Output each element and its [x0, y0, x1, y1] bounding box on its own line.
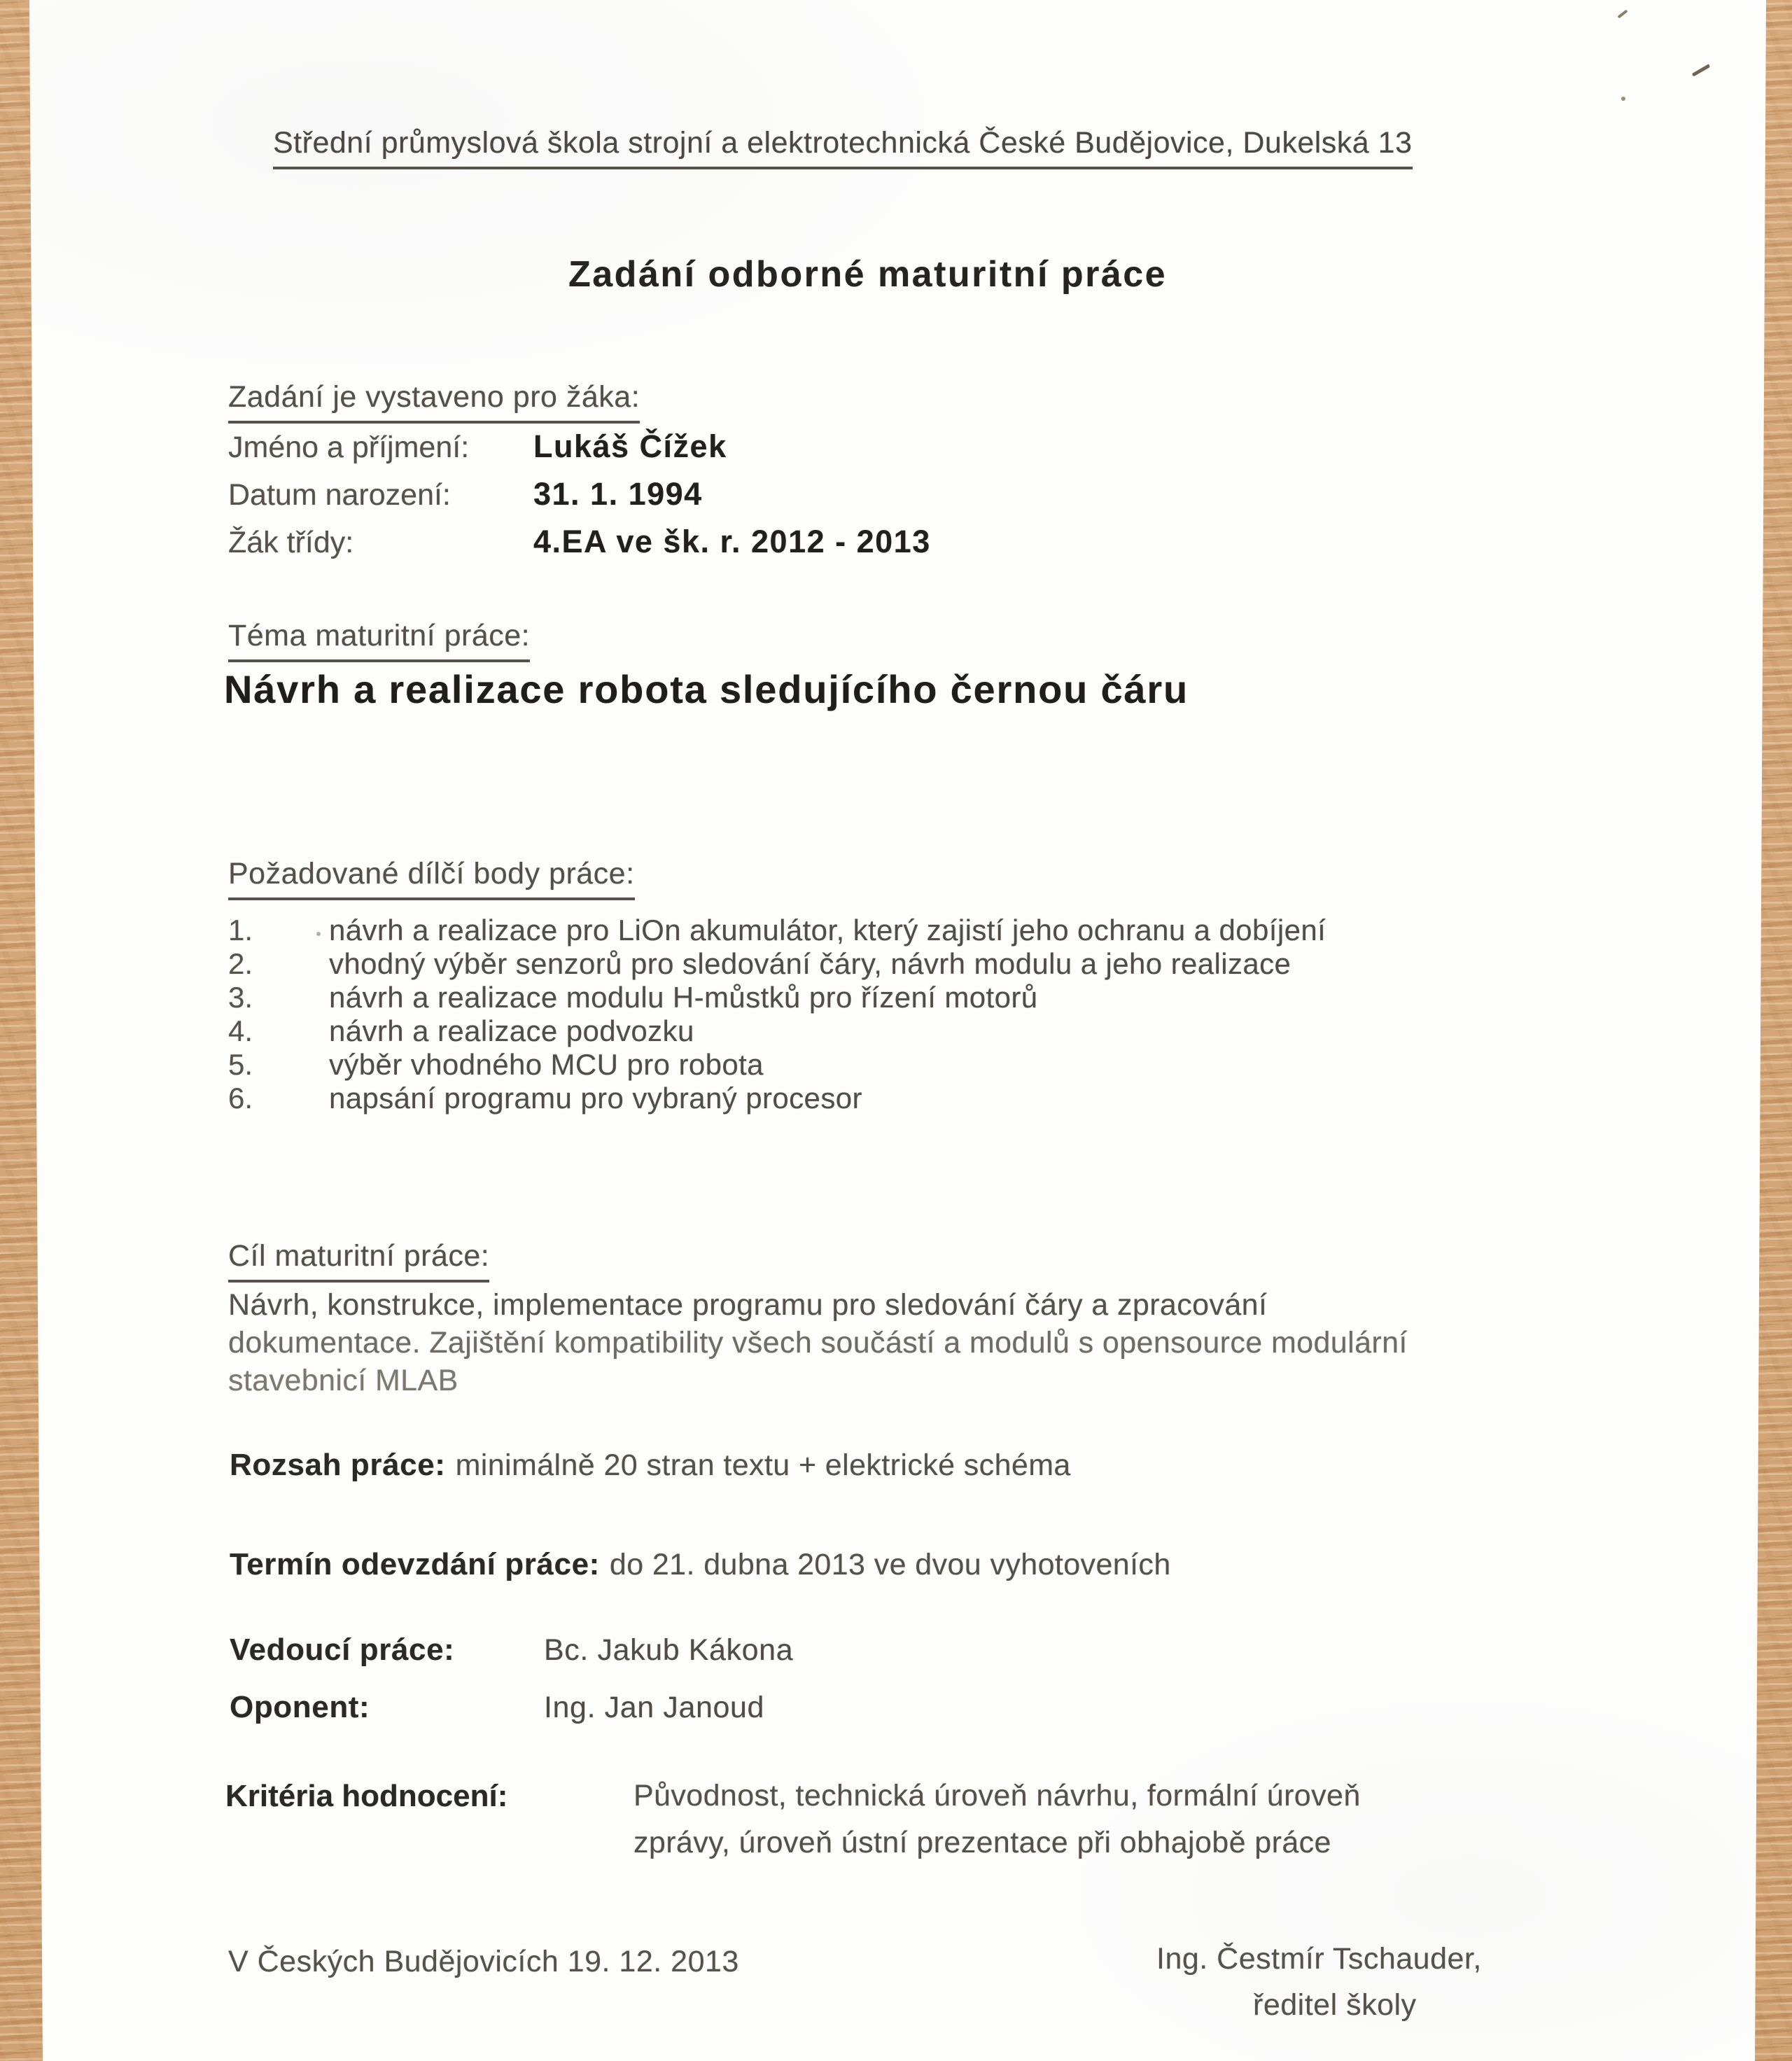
requirement-item: [228, 1082, 862, 1115]
item-number: 4.: [228, 1014, 253, 1047]
field-value: 31. 1. 1994: [533, 476, 703, 512]
goal-section-heading: Cíl maturitní práce:: [228, 1239, 489, 1283]
field-value: 4.EA ve šk. r. 2012 - 2013: [533, 524, 931, 559]
criteria-line: zprávy, úroveň ústní prezentace při obhajobě práce: [634, 1826, 1331, 1859]
document-title: Zadání odborné maturitní práce: [568, 254, 1168, 295]
goal-text-line: Návrh, konstrukce, implementace programu pro sledování čáry a zpracování: [228, 1288, 1268, 1322]
student-section-heading: Zadání je vystaveno pro žáka:: [228, 380, 640, 424]
criteria-text: [634, 1773, 1361, 1866]
field-value: Lukáš Čížek: [533, 428, 727, 464]
item-text: vhodný výběr senzorů pro sledování čáry, návrh modulu a jeho realizace: [329, 947, 1292, 980]
field-label: Žák třídy:: [228, 526, 354, 559]
opponent-row: [230, 1690, 764, 1725]
requirement-item: [228, 947, 1291, 981]
field-label: Datum narození:: [228, 478, 451, 512]
item-text: návrh a realizace pro LiOn akumulátor, který zajistí jeho ochranu a dobíjení: [329, 914, 1326, 946]
criteria-label: Kritéria hodnocení:: [225, 1779, 508, 1813]
requirements-section-heading: Požadované dílčí body práce:: [228, 857, 635, 900]
item-number: 5.: [228, 1048, 253, 1081]
scope-row: [230, 1448, 1071, 1483]
criteria-line: Původnost, technická úroveň návrhu, formální úroveň: [634, 1779, 1361, 1812]
item-number: 2.: [228, 947, 253, 980]
student-row: [228, 428, 727, 465]
requirement-item: [228, 1014, 694, 1048]
supervisor-label: Vedoucí práce:: [230, 1633, 455, 1667]
field-label: Jméno a příjmení:: [228, 431, 470, 464]
signatory-name: Ing. Čestmír Tschauder,: [1156, 1942, 1482, 1976]
opponent-value: Ing. Jan Janoud: [544, 1691, 765, 1724]
requirement-item: [228, 981, 1038, 1014]
supervisor-value: Bc. Jakub Kákona: [544, 1633, 794, 1667]
item-number: 1.: [228, 914, 253, 946]
item-text: návrh a realizace modulu H-můstků pro řízení motorů: [329, 981, 1038, 1014]
goal-text-line: stavebnicí MLAB: [228, 1364, 458, 1397]
deadline-value: do 21. dubna 2013 ve dvou vyhotoveních: [609, 1548, 1171, 1581]
deadline-row: [230, 1547, 1171, 1582]
student-row: [228, 524, 931, 560]
place-and-date: V Českých Budějovicích 19. 12. 2013: [228, 1945, 739, 1978]
deadline-label: Termín odevzdání práce:: [230, 1547, 600, 1581]
topic-section-heading: Téma maturitní práce:: [228, 619, 530, 662]
requirement-item: [228, 1048, 764, 1082]
goal-text-line: dokumentace. Zajištění kompatibility všech součástí a modulů s opensource modulární: [228, 1326, 1408, 1360]
item-text: výběr vhodného MCU pro robota: [329, 1048, 764, 1081]
requirement-item: [228, 914, 1326, 947]
school-name-header: Střední průmyslová škola strojní a elektrotechnická České Budějovice, Dukelská 13: [273, 126, 1413, 169]
item-number: 3.: [228, 981, 253, 1014]
signatory-role: ředitel školy: [1253, 1988, 1417, 2022]
supervisor-row: [230, 1633, 793, 1668]
thesis-topic-title: Návrh a realizace robota sledujícího černou čáru: [224, 667, 1189, 711]
item-text: napsání programu pro vybraný procesor: [329, 1082, 862, 1115]
criteria-row: [225, 1773, 1361, 1866]
item-number: 6.: [228, 1082, 253, 1115]
scope-label: Rozsah práce:: [230, 1448, 446, 1482]
item-text: návrh a realizace podvozku: [329, 1014, 694, 1047]
student-row: [228, 476, 703, 512]
opponent-label: Oponent:: [230, 1690, 370, 1724]
scope-value: minimálně 20 stran textu + elektrické schéma: [455, 1448, 1071, 1482]
